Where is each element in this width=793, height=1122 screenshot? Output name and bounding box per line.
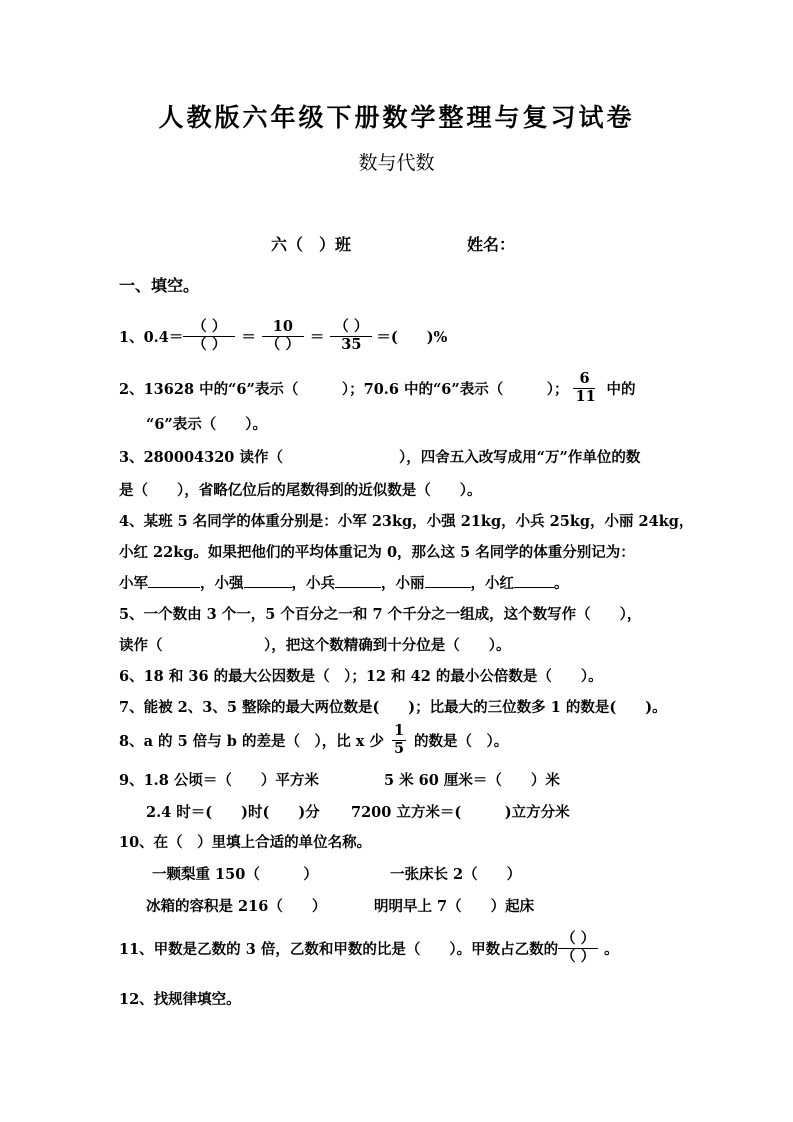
q4-name-2: ，小强 [200,575,244,592]
q11-text: 11、甲数是乙数的 3 倍，乙数和甲数的比是（ ）。甲数占乙数的 [119,940,559,958]
question-8 [119,720,508,760]
q1-fraction-2 [262,319,304,353]
q10-item-d: 明明早上 7（ ）起床 [374,898,535,915]
q3-line-1: 3、280004320 读作（ ），四舍五入改写成用“万”作单位的数 [119,449,641,466]
question-11 [119,928,619,968]
q8-denominator: 5 [393,739,405,757]
page-title: 人教版六年级下册数学整理与复习试卷 [158,103,635,132]
q4-name-5: ，小红 [470,575,514,592]
page-subtitle: 数与代数 [358,152,435,174]
q8-fraction [392,723,406,757]
q8-text-b: 的数是（ ）。 [413,732,509,750]
q1-f2-numerator: 10 [262,319,304,337]
question-6: 6、18 和 36 的最大公因数是（ ）；12 和 42 的最小公倍数是（ ）。 [119,668,603,685]
q11-denominator: （ ） [561,947,596,965]
q10-item-c: 冰箱的容积是 216（ ） [146,898,327,915]
q1-f1-numerator: （ ） [183,319,235,337]
q2-text-a: 2、13628 中的“6”表示（ ）；70.6 中的“6”表示（ ）； [119,380,569,398]
q1-fraction-3 [330,319,372,353]
q2-text-b: 中的 [606,380,636,398]
q4-name-4: ，小丽 [381,575,425,592]
q5-line-2: 读作（ ），把这个数精确到十分位是（ ）。 [119,637,511,654]
q8-text-a: 8、a 的 5 倍与 b 的差是（ ），比 x 少 [119,732,384,750]
question-7: 7、能被 2、3、5 整除的最大两位数是( )；比最大的三位数多 1 的数是( )。 [119,699,667,716]
q5-line-1: 5、一个数由 3 个一，5 个百分之一和 7 个千分之一组成，这个数写作（ ）， [119,606,642,623]
q4-end: 。 [554,575,569,592]
q4-blank-3[interactable] [335,573,381,588]
q11-end: 。 [604,940,619,958]
class-label: 六（ ）班 [271,235,352,254]
q9-item-d: 7200 立方米＝( )立方分米 [351,804,570,821]
q11-numerator: （ ） [558,931,598,949]
q1-equals-2: ＝ [309,328,325,346]
q2-numerator: 6 [573,371,595,389]
q1-suffix: ＝( )% [376,328,448,346]
q3-line-2: 是（ ），省略亿位后的尾数得到的近似数是（ ）。 [119,482,482,499]
q2-denominator: 11 [575,387,596,405]
q4-line-1: 4、某班 5 名同学的体重分别是：小军 23kg，小强 21kg，小兵 25kg，小丽 24kg， [119,513,694,530]
q1-prefix: 1、0.4＝ [119,328,184,346]
question-2 [119,368,635,408]
q1-f1-denominator: （ ） [192,335,227,353]
q8-numerator: 1 [393,721,405,739]
q9-item-c: 2.4 时＝( )时( )分 [146,804,320,821]
name-label: 姓名： [467,235,516,254]
q9-item-b: 5 米 60 厘米＝（ ）米 [384,772,560,789]
q9-item-a: 9、1.8 公顷＝（ ）平方米 [119,772,319,789]
question-1 [119,316,447,356]
q1-fraction-1 [183,319,235,353]
q1-equals-1: ＝ [241,328,256,346]
q11-fraction [558,931,598,965]
q2-line-2: “6”表示（ ）。 [146,416,268,433]
q10-item-b: 一张床长 2（ ） [390,866,522,883]
q10-title: 10、在（ ）里填上合适的单位名称。 [119,834,372,851]
q1-f2-denominator: （ ） [265,335,300,353]
q10-item-a: 一颗梨重 150（ ） [152,866,318,883]
q4-line-2: 小红 22kg。如果把他们的平均体重记为 0，那么这 5 名同学的体重分别记为： [119,544,635,561]
q4-blank-2[interactable] [244,573,292,588]
q4-blank-4[interactable] [425,573,471,588]
q4-name-3: ，小兵 [291,575,335,592]
q4-blank-5[interactable] [514,573,554,588]
q2-fraction [573,371,595,405]
q4-line-3 [119,572,569,593]
q4-name-1: 小军 [119,575,148,592]
q1-f3-denominator: 35 [341,335,362,353]
section-heading: 一、填空。 [119,276,200,295]
q1-f3-numerator: （ ） [330,319,372,337]
q4-blank-1[interactable] [148,573,200,588]
question-12: 12、找规律填空。 [119,991,241,1008]
